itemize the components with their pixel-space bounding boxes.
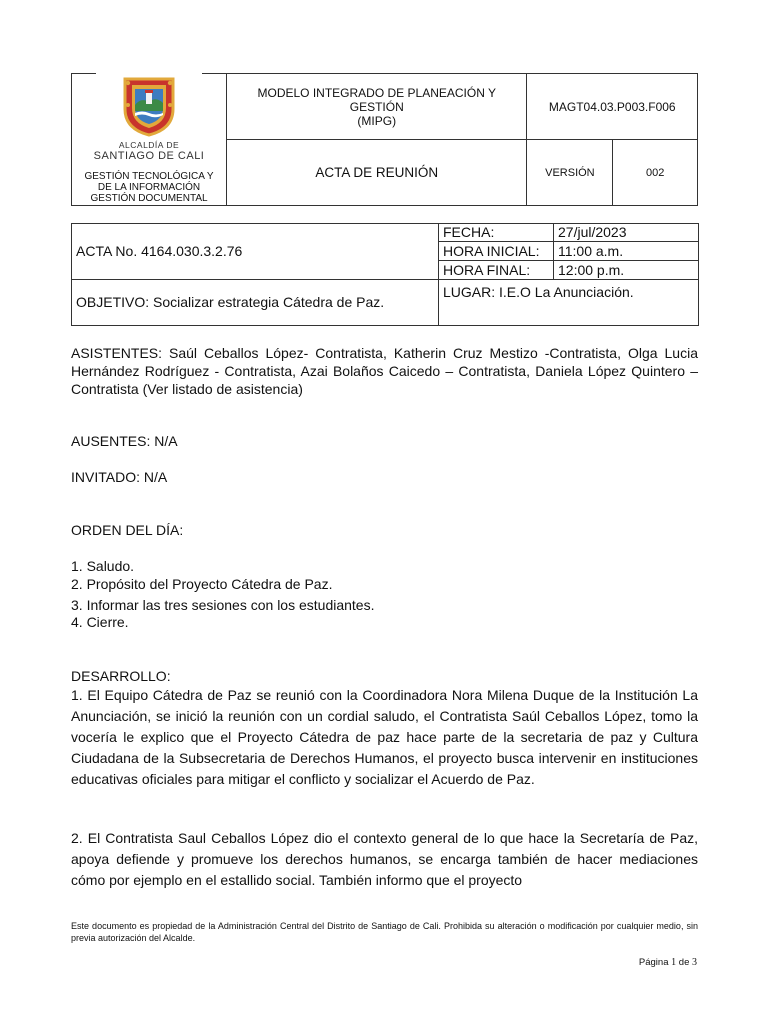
objetivo: OBJETIVO: Socializar estrategia Cátedra de Paz.: [72, 280, 439, 326]
orden-item-3: 3. Informar las tres sesiones con los estudiantes.: [71, 597, 375, 613]
hora-inicial-label: HORA INICIAL:: [439, 242, 554, 261]
desarrollo-paragraph-2: 2. El Contratista Saul Ceballos López dio el contexto general de lo que hace la Secretaría de Paz, apoya defiende y promueve los derechos humanos, se encarga también de hacer mediaciones cómo por ejemplo en el estallido social. También informo que el proyecto: [71, 830, 698, 888]
fecha-value: 27/jul/2023: [554, 224, 699, 242]
fecha-label: FECHA:: [439, 224, 554, 242]
orden-item-4: 4. Cierre.: [71, 614, 129, 630]
department-name: GESTIÓN TECNOLÓGICA Y DE LA INFORMACIÓN GESTIÓN DOCUMENTAL: [84, 171, 214, 204]
hora-final-value: 12:00 p.m.: [554, 261, 699, 280]
cali-shield-logo: [121, 75, 177, 137]
orden-item-1: 1. Saludo.: [71, 558, 135, 574]
invitado: INVITADO: N/A: [71, 469, 168, 485]
logo-line1: ALCALDÍA DE: [118, 140, 180, 150]
version-label: VERSIÓN: [527, 140, 613, 206]
logo-cell: [72, 74, 227, 206]
desarrollo-paragraph-1: 1. El Equipo Cátedra de Paz se reunió con la Coordinadora Nora Milena Duque de la Institución La Anunciación, se inició la reunión con un cordial saludo, el Contratista Saúl Ceballos López, tomo la vocería le explico que el Proyecto Cátedra de paz hace parte de la secretaria de paz y Cultura Ciudadana de la Subsecretaria de Derechos Humanos, el proyecto busca intervenir en instituciones educativas oficiales para mitigar el conflicto y socializar el Acuerdo de Paz.: [71, 687, 698, 787]
hora-inicial-value: 11:00 a.m.: [554, 242, 699, 261]
ausentes: AUSENTES: N/A: [71, 433, 178, 449]
header-table: [71, 73, 698, 206]
version-value: 002: [613, 140, 698, 206]
orden-del-dia-title: ORDEN DEL DÍA:: [71, 522, 184, 538]
document-title: ACTA DE REUNIÓN: [227, 140, 527, 206]
footer-note: Este documento es propiedad de la Administración Central del Distrito de Santiago de Cali. Prohibida su alteración o modificación por cualquier medio, sin previa autorización del Alcalde.: [71, 921, 698, 943]
desarrollo-title: DESARROLLO:: [71, 668, 171, 684]
document-code: MAGT04.03.P003.F006: [527, 74, 698, 140]
model-title: MODELO INTEGRADO DE PLANEACIÓN Y GESTIÓN (MIPG): [227, 74, 527, 140]
meeting-info-table: [71, 223, 699, 326]
acta-number: ACTA No. 4164.030.3.2.76: [72, 224, 439, 280]
hora-final-label: HORA FINAL:: [439, 261, 554, 280]
page-number: Página 1 de 3: [638, 957, 697, 968]
asistentes: ASISTENTES: Saúl Ceballos López- Contratista, Katherin Cruz Mestizo -Contratista, Olga Lucia Hernández Rodríguez - Contratista, Azai Bolaños Caicedo – Contratista, Daniela López Quintero – Contratista (Ver listado de asistencia): [71, 345, 698, 397]
logo-line2: SANTIAGO DE CALI: [93, 150, 205, 162]
lugar: LUGAR: I.E.O La Anunciación.: [439, 280, 699, 326]
orden-item-2: 2. Propósito del Proyecto Cátedra de Paz.: [71, 576, 333, 592]
